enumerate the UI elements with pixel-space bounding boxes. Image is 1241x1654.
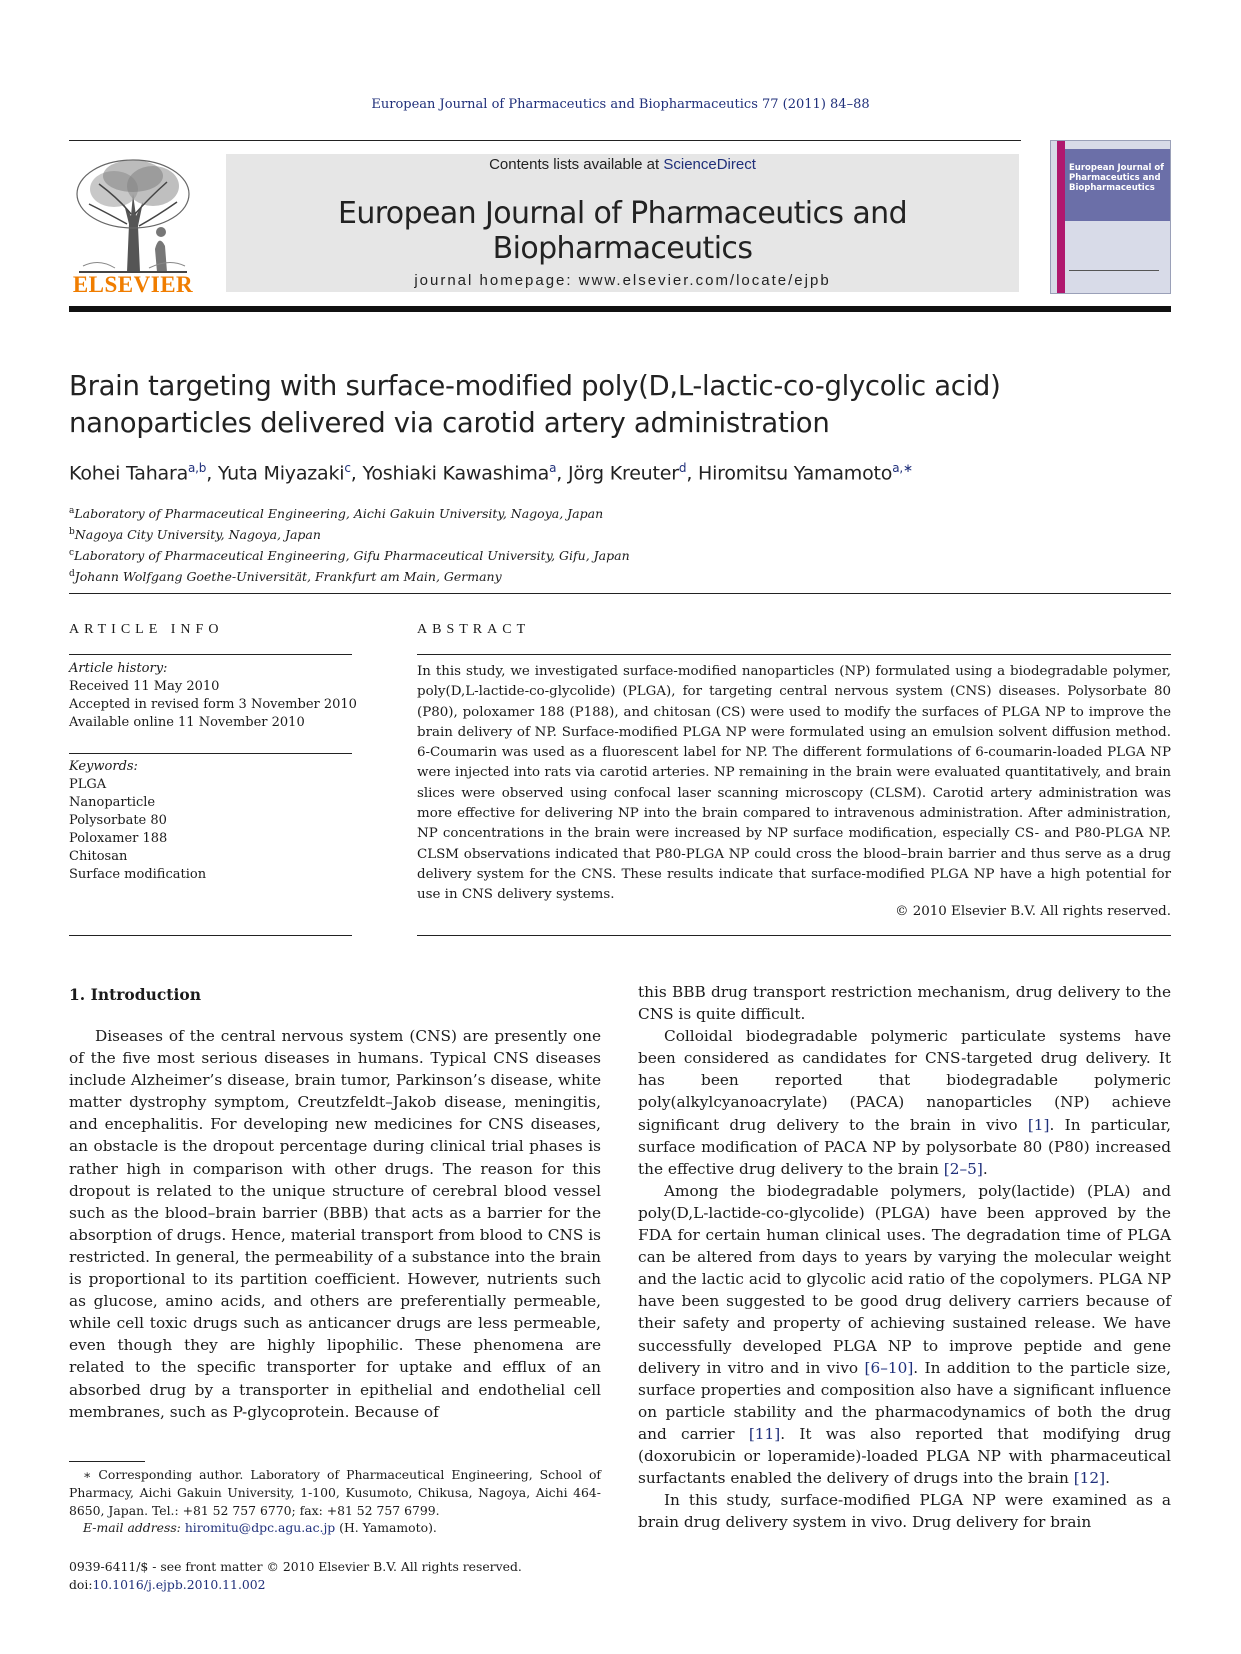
author-separator: , — [686, 462, 698, 485]
body-paragraph: In this study, surface-modified PLGA NP were examined as a brain drug delivery system in vivo. Drug delivery for brain — [638, 1491, 1171, 1532]
history-label: Article history: — [69, 661, 168, 676]
author-name[interactable]: Yoshiaki Kawashima — [362, 462, 550, 485]
author-affiliation-mark[interactable]: d — [678, 461, 687, 475]
paragraph-text: . — [1105, 1469, 1110, 1488]
author-name[interactable]: Yuta Miyazaki — [217, 462, 345, 485]
paragraph-text: . In addition to the particle size, surface properties and composition also have a significant influence on particle stability and the pharmacodynamics of both the drug and carrier — [638, 1358, 1172, 1443]
sciencedirect-link[interactable]: ScienceDirect — [663, 156, 756, 173]
journal-title: European Journal of Pharmaceutics and Biopharmaceutics — [337, 196, 908, 266]
paragraph-text: Colloidal biodegradable polymeric particulate systems have been considered as candidates for CNS-targeted drug delivery. It has been reported that biodegradable polymeric poly(alkylcyanoacrylate) (PACA) nanoparticles (NP) achieve significant drug delivery to the brain in vivo — [638, 1027, 1171, 1134]
keyword: Chitosan — [69, 849, 128, 864]
journal-cover-image[interactable] — [1050, 140, 1171, 294]
affiliation-rule — [69, 593, 1171, 594]
affiliation — [69, 565, 1171, 586]
author-name[interactable]: Kohei Tahara — [69, 462, 189, 485]
affiliation-text: Laboratory of Pharmaceutical Engineering, Aichi Gakuin University, Nagoya, Japan — [74, 506, 604, 522]
cover-accent-bar — [1057, 141, 1065, 293]
abstract-heading: ABSTRACT — [417, 622, 531, 637]
article-title — [69, 368, 1171, 442]
masthead-thick-rule — [69, 306, 1171, 312]
affiliation-mark: d — [69, 569, 75, 580]
body-paragraph: this BBB drug transport restriction mechanism, drug delivery to the CNS is quite difficult. — [638, 983, 1171, 1024]
article-info-heading: ARTICLE INFO — [69, 622, 224, 637]
author-name[interactable]: Hiromitsu Yamamoto — [698, 462, 893, 485]
affiliation-text: Johann Wolfgang Goethe-Universität, Frankfurt am Main, Germany — [74, 569, 502, 585]
author-separator: , — [350, 462, 363, 485]
abstract-top-rule — [417, 654, 1171, 655]
article-history — [69, 660, 359, 732]
keyword-list — [69, 758, 359, 884]
body-paragraph: Diseases of the central nervous system (CNS) are presently one of the five most serious diseases in humans. Typical CNS diseases include Alzheimer’s disease, brain tumor, Parkinson’s disease, white matter dystrophy symptom, Creutzfeldt–Jakob disease, meningitis, and encephalitis. For developing new medicines for CNS diseases, an obstacle is the dropout percentage during clinical trial phases is rather high in comparison with other drugs. The reason for this dropout is related to the unique structure of cerebral blood vessel such as the blood–brain barrier (BBB) that acts as a barrier for the absorption of drugs. Hence, material transport from blood to CNS is restricted. In general, the permeability of a substance into the brain is proportional to its partition coefficient. However, nutrients such as glucose, amino acids, and others are preferentially permeable, while cell toxic drugs such as anticancer drugs are less permeable, even though they are highly lipophilic. These phenomena are related to the specific transporter for uptake and efflux of an absorbed drug by a transporter in epithelial and endothelial cell membranes, such as P-glycoprotein. Because of — [69, 1027, 601, 1421]
email-label: E-mail address: — [83, 1520, 185, 1536]
keyword: Poloxamer 188 — [69, 831, 168, 846]
keywords-rule — [69, 753, 352, 754]
email-link[interactable]: hiromitu@dpc.agu.ac.jp — [184, 1520, 336, 1536]
journal-homepage-link[interactable]: journal homepage: www.elsevier.com/locate/ejpb — [414, 272, 831, 289]
author-affiliation-mark[interactable]: c — [344, 461, 351, 475]
header-rule — [69, 140, 1021, 141]
front-matter-info — [69, 1558, 601, 1594]
section-heading-introduction: 1. Introduction — [69, 985, 201, 1004]
affiliation — [69, 502, 1171, 523]
affiliation-mark: a — [69, 506, 75, 516]
reference-link[interactable]: [2–5] — [943, 1159, 983, 1178]
corresponding-author-footnote — [69, 1466, 601, 1537]
article-title-line-1: Brain targeting with surface-modified poly(D,L-lactic-co-glycolic acid) — [69, 370, 1001, 402]
affiliation — [69, 544, 1171, 565]
keyword: Nanoparticle — [69, 795, 156, 810]
reference-link[interactable]: [11] — [748, 1424, 781, 1443]
body-paragraph — [638, 1180, 1171, 1489]
doi-prefix: doi: — [69, 1577, 93, 1592]
keyword: Surface modification — [69, 867, 207, 882]
article-info-bottom-rule — [69, 935, 352, 936]
reference-link[interactable]: [1] — [1027, 1115, 1050, 1134]
footnote-text: ∗ Corresponding author. Laboratory of Pharmaceutical Engineering, School of Pharmacy, Aichi Gakuin University, 1-100, Kusumoto, Chikusa, Nagoya, Aichi 464-8650, Japan. Tel.: +81 52 757 6770; fax: +81 52 757 6799. — [69, 1467, 601, 1518]
affiliation — [69, 523, 1171, 544]
article-title-line-2: nanoparticles delivered via carotid artery administration — [69, 407, 830, 439]
email-suffix: (H. Yamamoto). — [335, 1520, 437, 1536]
doi-line — [69, 1576, 601, 1594]
author-separator: , — [206, 462, 218, 485]
author-affiliation-mark[interactable]: a,∗ — [892, 461, 913, 475]
keywords-label: Keywords: — [69, 759, 138, 774]
paragraph-text: . In particular, surface modification of PACA NP by polysorbate 80 (P80) increased the effective drug delivery to the brain — [638, 1115, 1171, 1178]
cover-title: European Journal of Pharmaceutics and Biopharmaceutics — [1069, 163, 1164, 193]
affiliation-mark: c — [69, 548, 75, 559]
journal-citation-link[interactable]: European Journal of Pharmaceutics and Biopharmaceutics 77 (2011) 84–88 — [371, 97, 870, 112]
issn-line: 0939-6411/$ - see front matter © 2010 Elsevier B.V. All rights reserved. — [69, 1559, 522, 1574]
affiliation-text: Laboratory of Pharmaceutical Engineering, Gifu Pharmaceutical University, Gifu, Japan — [74, 548, 630, 564]
affiliation-text: Nagoya City University, Nagoya, Japan — [74, 527, 321, 543]
paragraph-text: Among the biodegradable polymers, poly(lactide) (PLA) and poly(D,L-lactide-co-glycolide) (PLGA) have been approved by the FDA for certain human clinical uses. The degradation time of PLGA can be altered from days to years by varying the molecular weight and the lactic acid to glycolic acid ratio of the copolymers. PLGA NP have been suggested to be good drug delivery carriers because of their safety and property of achieving sustained release. We have successfully developed PLGA NP to improve peptide and gene delivery in vitro and in vivo — [638, 1181, 1171, 1377]
author-affiliation-mark[interactable]: a,b — [188, 461, 207, 475]
elsevier-wordmark: ELSEVIER — [72, 272, 194, 297]
abstract-bottom-rule — [417, 935, 1171, 936]
body-column-right — [638, 981, 1171, 1533]
keyword: PLGA — [69, 777, 107, 792]
contents-prefix: Contents lists available at — [489, 156, 664, 173]
footnote-rule — [69, 1461, 145, 1462]
author-affiliation-mark[interactable]: a — [549, 461, 557, 475]
paragraph-text: . — [982, 1159, 988, 1178]
keyword: Polysorbate 80 — [69, 813, 167, 828]
reference-link[interactable]: [6–10] — [864, 1358, 914, 1377]
doi-link[interactable]: 10.1016/j.ejpb.2010.11.002 — [92, 1577, 266, 1592]
online-date: Available online 11 November 2010 — [69, 715, 305, 730]
copyright-notice: © 2010 Elsevier B.V. All rights reserved. — [895, 904, 1171, 919]
footnote-email-line — [69, 1519, 601, 1537]
received-date: Received 11 May 2010 — [69, 679, 220, 694]
reference-link[interactable]: [12] — [1073, 1469, 1106, 1488]
affiliation-mark: b — [69, 527, 75, 538]
accepted-date: Accepted in revised form 3 November 2010 — [69, 697, 357, 712]
author-name[interactable]: Jörg Kreuter — [567, 462, 679, 485]
cover-footer — [1069, 270, 1159, 285]
author-list — [69, 461, 1171, 484]
abstract-text: In this study, we investigated surface-modified nanoparticles (NP) formulated using a biodegradable polymer, poly(D,L-lactide-co-glycolide) (PLGA), for targeting central nervous system (CNS) diseases. Polysorbate 80 (P80), poloxamer 188 (P188), and chitosan (CS) were used to modify the surfaces of PLGA NP to improve the brain delivery of NP. Surface-modified PLGA NP were formulated using an emulsion solvent diffusion method. 6-Coumarin was used as a fluorescent label for NP. The different formulations of 6-coumarin-loaded PLGA NP were injected into rats via carotid arteries. NP remaining in the brain were evaluated quantitatively, and brain slices were observed using confocal laser scanning microscopy (CLSM). Carotid artery administration was more effective for delivering NP into the brain compared to intravenous administration. After administration, NP concentrations in the brain were increased by NP surface modification, especially CS- and P80-PLGA NP. CLSM observations indicated that P80-PLGA NP could cross the blood–brain barrier and thus serve as a drug delivery system for the CNS. These results indicate that surface-modified PLGA NP have a high potential for use in CNS delivery systems. — [417, 664, 1171, 903]
contents-available-line — [226, 156, 1019, 173]
paragraph-text: . It was also reported that modifying drug (doxorubicin or loperamide)-loaded PLGA NP with pharmaceutical surfactants enabled the delivery of drugs into the brain — [638, 1424, 1171, 1488]
body-column-left — [69, 1025, 601, 1423]
body-paragraph — [638, 1025, 1171, 1180]
affiliation-list — [69, 502, 1171, 587]
article-info-rule — [69, 654, 352, 655]
author-separator: , — [556, 462, 568, 485]
